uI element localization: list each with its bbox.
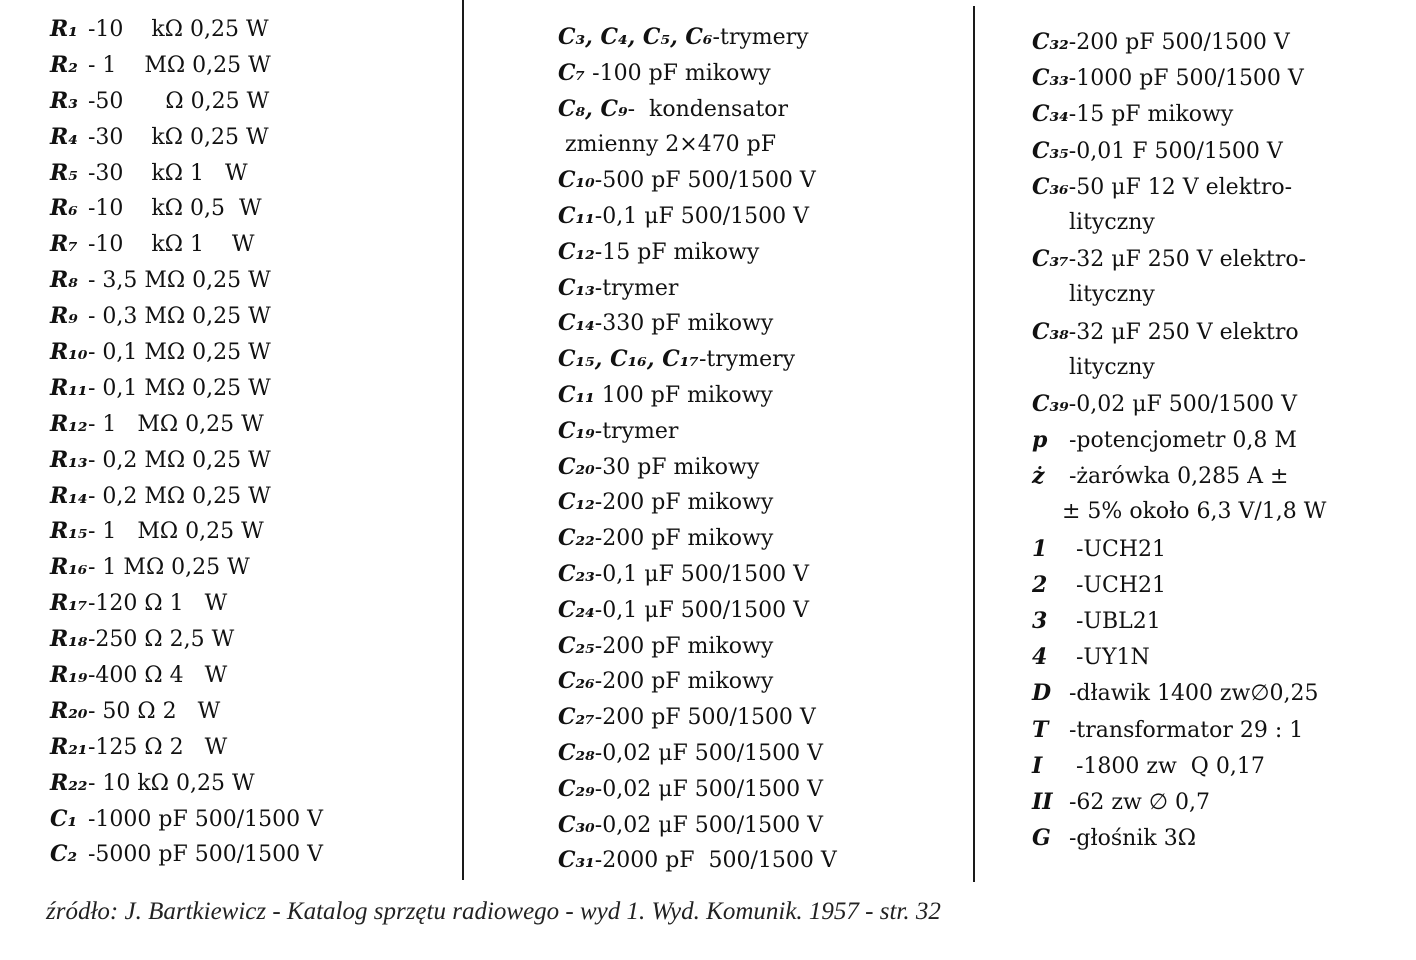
part-symbol: R₇: [50, 231, 78, 258]
part-row: [558, 20, 958, 56]
part-value: -30 kΩ 1 W: [88, 160, 248, 186]
part-row: [558, 414, 958, 450]
part-value: -głośnik 3Ω: [1062, 826, 1196, 852]
column-divider: [462, 0, 464, 880]
part-row: [50, 730, 450, 766]
parts-column-1: [50, 12, 450, 873]
part-row: [558, 772, 958, 808]
part-row: [50, 694, 450, 730]
part-symbol: II: [1032, 788, 1053, 815]
part-row: [50, 299, 450, 335]
part-symbol: C₇: [558, 59, 586, 86]
part-row: [1032, 205, 1412, 241]
part-symbol: C₃₂: [1032, 29, 1069, 55]
part-symbol: R₃: [50, 87, 78, 114]
part-symbol: C₃₄: [1032, 101, 1069, 128]
part-symbol: C₃₃: [1032, 65, 1069, 92]
part-value: -transformator 29 : 1: [1062, 717, 1304, 743]
part-row: [50, 84, 450, 120]
part-row: [50, 622, 450, 658]
part-value: - 1 MΩ 0,25 W: [88, 555, 250, 581]
part-symbol: R₆: [50, 195, 78, 222]
part-value: - 0,1 MΩ 0,25 W: [88, 340, 271, 366]
part-row: [50, 120, 450, 156]
part-row: [558, 700, 958, 736]
part-row: [50, 443, 450, 479]
part-row: [1032, 277, 1412, 313]
part-symbol: R₁₄: [50, 482, 88, 509]
part-value: -trymery: [712, 25, 809, 50]
part-row: [50, 48, 450, 84]
part-symbol: C₁₄: [558, 310, 595, 337]
part-value: - 0,1 MΩ 0,25 W: [88, 375, 271, 401]
part-symbol: I: [1032, 752, 1043, 779]
part-value: -10 kΩ 1 W: [88, 232, 255, 258]
part-value: -0,02 μF 500/1500 V: [594, 812, 824, 838]
part-symbol: C₂₀: [558, 453, 595, 480]
part-value: -50 Ω 0,25 W: [88, 88, 270, 114]
part-symbol: C₂₅: [558, 632, 595, 659]
part-symbol: C₂: [50, 841, 78, 868]
part-row: [558, 629, 958, 665]
part-symbol: R₁₈: [50, 626, 88, 653]
part-symbol: R₅: [50, 159, 78, 186]
part-row: [558, 127, 958, 163]
part-symbol: R₁₁: [50, 374, 88, 401]
part-value: -0,02 μF 500/1500 V: [594, 776, 824, 802]
part-row: [558, 92, 958, 128]
part-symbol: R₁₇: [50, 590, 88, 617]
part-symbol: C₁₁: [558, 381, 595, 408]
part-value: -trymery: [698, 347, 796, 373]
part-row: [1032, 748, 1412, 784]
part-value: -200 pF 500/1500 V: [594, 705, 816, 731]
part-value: -dławik 1400 zw∅0,25: [1062, 681, 1319, 707]
part-row: [558, 235, 958, 271]
part-symbol: C₃₆: [1032, 173, 1069, 200]
part-row: [50, 227, 450, 263]
part-value: - kondensator: [627, 96, 789, 122]
part-symbol: C₂₃: [558, 560, 595, 587]
part-value: zmienny 2×470 pF: [558, 132, 777, 158]
source-citation: źródło: J. Bartkiewicz - Katalog sprzętu radiowego - wyd 1. Wyd. Komunik. 1957 - str. 32: [46, 898, 941, 925]
part-row: [1032, 24, 1412, 60]
part-value: - 1 MΩ 0,25 W: [88, 411, 264, 437]
part-row: [558, 306, 958, 342]
part-row: [1032, 241, 1412, 277]
part-value: - 0,3 MΩ 0,25 W: [88, 304, 271, 330]
part-symbol: C₁₂: [558, 489, 595, 516]
part-row: [558, 593, 958, 629]
part-row: [50, 156, 450, 192]
part-row: [1032, 314, 1412, 350]
part-symbol: C₂₇: [558, 704, 595, 731]
part-value: -32 μF 250 V elektro: [1068, 319, 1299, 345]
part-symbol: C₁₁: [558, 202, 595, 229]
part-row: [558, 342, 958, 378]
part-row: [50, 407, 450, 443]
parts-column-2: [558, 20, 958, 879]
part-symbol: D: [1032, 680, 1052, 707]
part-value: -trymer: [594, 275, 679, 301]
part-row: [50, 263, 450, 299]
part-value: -5000 pF 500/1500 V: [88, 842, 324, 868]
part-value: -200 pF mikowy: [594, 526, 774, 552]
part-row: [558, 808, 958, 844]
part-symbol: 1: [1032, 535, 1048, 562]
part-value: -62 zw ∅ 0,7: [1062, 789, 1210, 815]
part-value: -1000 pF 500/1500 V: [1068, 66, 1304, 92]
part-symbol: R₂₂: [50, 769, 88, 796]
part-value: lityczny: [1062, 209, 1155, 235]
part-symbol: C₃₅: [1032, 137, 1069, 164]
part-value: -50 μF 12 V elektro-: [1068, 174, 1293, 200]
part-symbol: C₈, C₉: [558, 95, 628, 122]
part-symbol: C₁₃: [558, 274, 595, 301]
part-row: [1032, 494, 1412, 530]
part-symbol: R₉: [50, 303, 78, 330]
part-row: [50, 837, 450, 873]
part-row: [1032, 567, 1412, 603]
part-row: [1032, 639, 1412, 675]
part-value: -0,02 μF 500/1500 V: [594, 740, 824, 766]
part-value: -100 pF mikowy: [585, 60, 771, 86]
part-value: - 0,2 MΩ 0,25 W: [88, 447, 271, 473]
part-symbol: p: [1032, 427, 1048, 454]
part-value: -0,1 μF 500/1500 V: [594, 561, 810, 587]
part-symbol: R₄: [50, 123, 78, 150]
part-value: - 50 Ω 2 W: [88, 698, 221, 724]
part-value: - 3,5 MΩ 0,25 W: [88, 268, 271, 294]
part-symbol: C₁₅, C₁₆, C₁₇: [558, 346, 699, 373]
part-value: -15 pF mikowy: [1068, 102, 1234, 128]
part-value: -trymer: [594, 418, 679, 444]
part-symbol: C₃₀: [558, 811, 595, 838]
part-symbol: R₁: [50, 16, 78, 42]
part-row: [1032, 531, 1412, 567]
part-row: [1032, 60, 1412, 96]
part-symbol: C₂₂: [558, 525, 595, 552]
part-row: [50, 479, 450, 515]
part-value: -UY1N: [1062, 645, 1150, 671]
part-value: - 0,2 MΩ 0,25 W: [88, 483, 271, 509]
part-symbol: 3: [1032, 608, 1048, 634]
part-value: -2000 pF 500/1500 V: [594, 848, 837, 874]
part-value: -32 μF 250 V elektro-: [1068, 247, 1307, 273]
part-value: -0,01 F 500/1500 V: [1068, 138, 1283, 164]
part-value: -125 Ω 2 W: [88, 734, 228, 760]
part-row: [558, 56, 958, 92]
part-row: [1032, 820, 1412, 856]
part-value: -1000 pF 500/1500 V: [88, 806, 324, 832]
part-symbol: R₁₅: [50, 518, 88, 545]
part-value: -200 pF 500/1500 V: [1068, 30, 1290, 55]
part-value: -30 pF mikowy: [594, 454, 760, 480]
part-value: -UCH21: [1062, 572, 1166, 598]
part-value: - 10 kΩ 0,25 W: [88, 770, 255, 796]
part-value: -10 kΩ 0,25 W: [88, 17, 269, 42]
part-row: [558, 450, 958, 486]
part-row: [558, 664, 958, 700]
part-value: -330 pF mikowy: [594, 311, 774, 337]
part-symbol: C₃₇: [1032, 246, 1069, 273]
part-symbol: R₁₆: [50, 554, 88, 581]
part-row: [50, 550, 450, 586]
part-row: [50, 335, 450, 371]
part-value: -UCH21: [1062, 536, 1166, 562]
part-value: - 1 MΩ 0,25 W: [88, 519, 264, 545]
part-value: lityczny: [1062, 354, 1155, 380]
part-row: [1032, 603, 1412, 639]
part-value: -żarówka 0,285 A ±: [1062, 464, 1289, 490]
part-value: -1800 zw Q 0,17: [1062, 753, 1265, 779]
part-value: -200 pF mikowy: [594, 633, 774, 659]
part-value: lityczny: [1062, 282, 1155, 308]
part-value: -15 pF mikowy: [594, 239, 760, 265]
part-row: [1032, 422, 1412, 458]
parts-column-3: [1032, 24, 1412, 856]
part-value: -0,1 μF 500/1500 V: [594, 203, 810, 229]
part-row: [1032, 712, 1412, 748]
part-symbol: 4: [1032, 644, 1048, 671]
part-row: [1032, 133, 1412, 169]
part-symbol: C₂₄: [558, 596, 595, 623]
part-row: [558, 485, 958, 521]
part-row: [558, 271, 958, 307]
part-symbol: C₂₈: [558, 739, 595, 766]
part-symbol: C₁₀: [558, 167, 595, 194]
part-value: -500 pF 500/1500 V: [594, 168, 816, 194]
part-symbol: T: [1032, 716, 1049, 743]
part-row: [1032, 96, 1412, 132]
part-symbol: R₁₀: [50, 339, 88, 366]
part-symbol: C₃₈: [1032, 318, 1069, 345]
part-symbol: 2: [1032, 571, 1048, 598]
part-row: [50, 658, 450, 694]
part-symbol: C₃₉: [1032, 390, 1069, 417]
part-value: -10 kΩ 0,5 W: [88, 196, 262, 222]
part-row: [1032, 386, 1412, 422]
part-symbol: R₁₂: [50, 410, 88, 437]
part-row: [558, 378, 958, 414]
part-value: 100 pF mikowy: [594, 382, 773, 408]
part-symbol: R₈: [50, 267, 78, 294]
part-row: [50, 12, 450, 48]
part-value: -0,02 μF 500/1500 V: [1068, 391, 1298, 417]
part-row: [50, 514, 450, 550]
column-divider: [973, 6, 975, 882]
part-value: -0,1 μF 500/1500 V: [594, 597, 810, 623]
part-symbol: C₂₉: [558, 775, 595, 802]
part-symbol: R₂: [50, 51, 78, 78]
part-row: [1032, 458, 1412, 494]
part-row: [558, 557, 958, 593]
part-symbol: R₁₃: [50, 446, 88, 473]
part-symbol: C₁₉: [558, 417, 595, 444]
part-row: [558, 843, 958, 879]
part-value: -30 kΩ 0,25 W: [88, 124, 269, 150]
part-row: [558, 163, 958, 199]
part-row: [558, 199, 958, 235]
part-row: [1032, 169, 1412, 205]
part-row: [1032, 784, 1412, 820]
part-value: - 1 MΩ 0,25 W: [88, 52, 271, 78]
part-row: [558, 521, 958, 557]
part-row: [50, 802, 450, 838]
part-value: -potencjometr 0,8 M: [1062, 428, 1297, 454]
part-symbol: R₂₀: [50, 697, 88, 724]
part-row: [50, 191, 450, 227]
part-symbol: R₁₉: [50, 662, 88, 689]
part-symbol: G: [1032, 825, 1051, 852]
part-row: [50, 766, 450, 802]
part-value: ± 5% około 6,3 V/1,8 W: [1062, 499, 1327, 525]
part-symbol: R₂₁: [50, 733, 88, 760]
part-value: -UBL21: [1062, 609, 1161, 634]
part-symbol: ż: [1032, 463, 1045, 490]
part-value: -200 pF mikowy: [594, 490, 774, 516]
part-value: -120 Ω 1 W: [88, 591, 228, 617]
part-row: [558, 736, 958, 772]
part-symbol: C₃, C₄, C₅, C₆: [558, 24, 713, 50]
part-symbol: C₂₆: [558, 668, 595, 695]
part-value: -250 Ω 2,5 W: [88, 627, 235, 653]
part-row: [50, 371, 450, 407]
part-symbol: C₁₂: [558, 238, 595, 265]
part-row: [1032, 350, 1412, 386]
part-value: -400 Ω 4 W: [88, 663, 228, 689]
part-row: [1032, 675, 1412, 711]
part-row: [50, 586, 450, 622]
part-symbol: C₁: [50, 805, 78, 832]
part-symbol: C₃₁: [558, 847, 595, 874]
part-value: -200 pF mikowy: [594, 669, 774, 695]
